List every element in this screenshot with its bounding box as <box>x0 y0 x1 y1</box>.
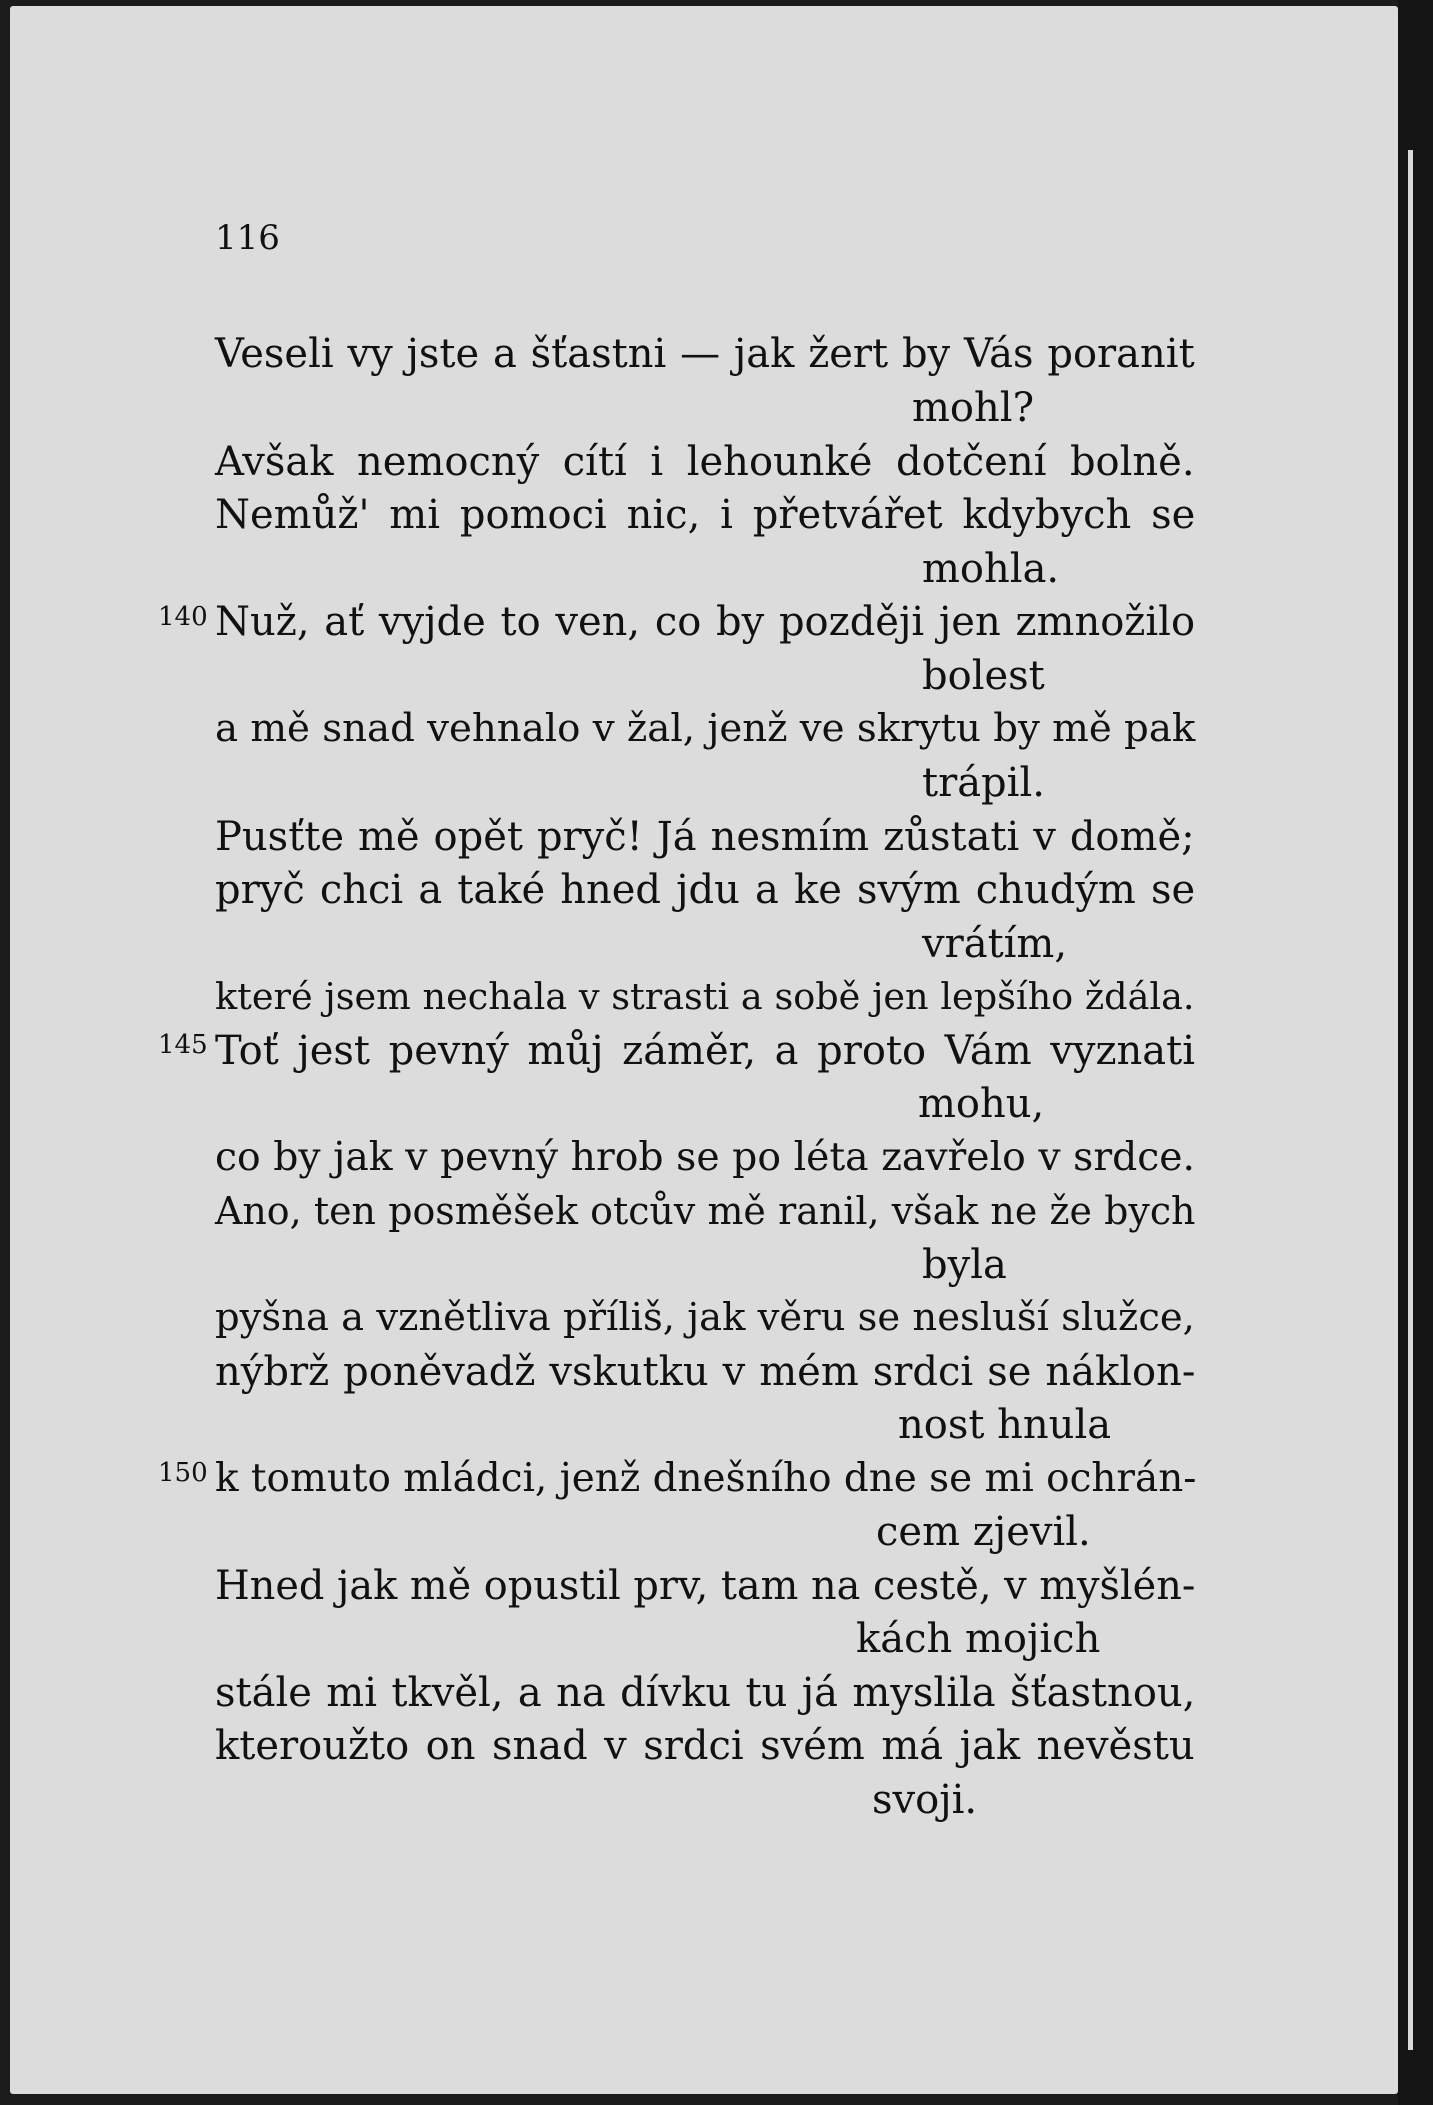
verse-line-continuation: mohu, <box>918 1081 1045 1127</box>
line-number-150: 150 <box>158 1458 208 1488</box>
verse-line: Hned jak mě opustil prv, tam na cestě, v myšlén- <box>215 1563 1196 1609</box>
verse-line-continuation: nost hnula <box>898 1402 1112 1448</box>
page-number: 116 <box>215 218 280 258</box>
verse-line: nýbrž poněvadž vskutku v mém srdci se náklon- <box>215 1349 1196 1395</box>
verse-line: které jsem nechala v strasti a sobě jen lepšího ždála. <box>215 975 1195 1018</box>
verse-line: Nuž, ať vyjde to ven, co by později jen zmnožilo <box>215 599 1196 645</box>
verse-line: a mě snad vehnalo v žal, jenž ve skrytu by mě pak <box>215 706 1196 751</box>
verse-line: Avšak nemocný cítí i lehounké dotčení bolně. <box>215 439 1195 485</box>
verse-line: pryč chci a také hned jdu a ke svým chudým se <box>215 867 1196 913</box>
line-number-145: 145 <box>158 1030 208 1060</box>
verse-line-continuation: bolest <box>922 653 1045 699</box>
verse-line: Toť jest pevný můj záměr, a proto Vám vyznati <box>215 1028 1196 1074</box>
verse-line-continuation: kách mojich <box>856 1616 1101 1662</box>
book-spine <box>1398 0 1433 2105</box>
page-edge <box>1408 150 1413 2050</box>
verse-line: stále mi tkvěl, a na dívku tu já myslila šťastnou, <box>215 1670 1196 1716</box>
verse-line: pyšna a vznětliva příliš, jak věru se nesluší služce, <box>215 1295 1195 1340</box>
verse-line: Nemůž' mi pomoci nic, i přetvářet kdybych se <box>215 492 1196 538</box>
verse-line: kteroužto on snad v srdci svém má jak nevěstu <box>215 1723 1195 1769</box>
verse-line: k tomuto mládci, jenž dnešního dne se mi ochrán- <box>215 1456 1197 1501</box>
verse-line: Veseli vy jste a šťastni — jak žert by Vás poranit <box>215 331 1195 377</box>
verse-line-continuation: cem zjevil. <box>876 1509 1091 1555</box>
verse-line-continuation: mohl? <box>912 385 1035 431</box>
verse-line-continuation: vrátím, <box>922 921 1068 967</box>
verse-line-continuation: svoji. <box>872 1777 978 1823</box>
verse-line-continuation: byla <box>922 1242 1007 1288</box>
line-number-140: 140 <box>158 602 208 632</box>
verse-line-continuation: mohla. <box>922 546 1060 592</box>
verse-line-continuation: trápil. <box>922 760 1045 806</box>
verse-line: Ano, ten posměšek otcův mě ranil, však ne že bych <box>215 1189 1196 1233</box>
verse-line: Pusťte mě opět pryč! Já nesmím zůstati v domě; <box>215 814 1195 860</box>
verse-line: co by jak v pevný hrob se po léta zavřelo v srdce. <box>215 1135 1196 1180</box>
